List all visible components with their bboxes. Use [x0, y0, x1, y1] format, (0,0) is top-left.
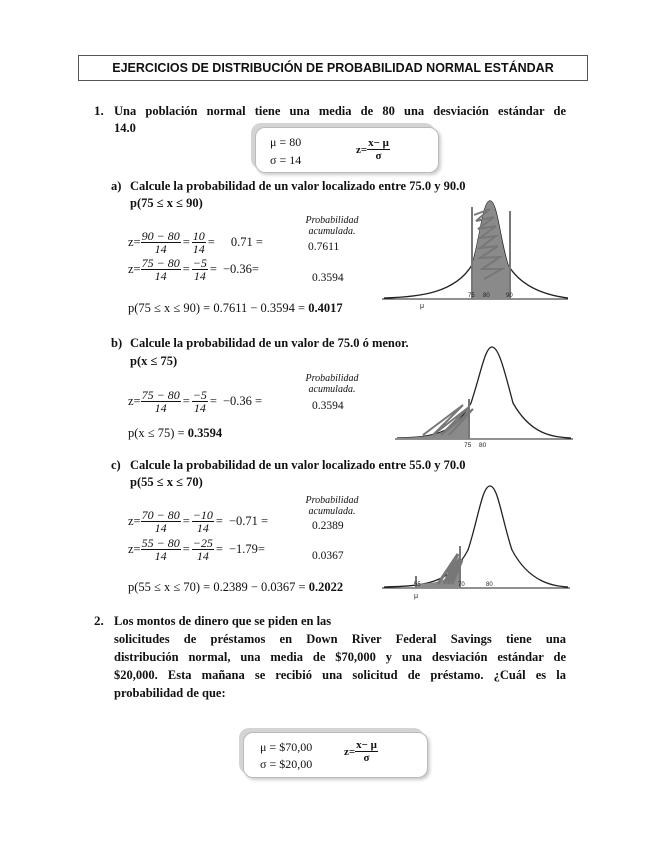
part-b-notation: p(x ≤ 75): [130, 354, 178, 368]
part-a-result: [128, 301, 343, 316]
z-formula-label: z=: [356, 143, 368, 156]
z-formula-numerator: x− μ: [368, 137, 389, 149]
z-formula-denominator: σ: [375, 150, 382, 162]
tick-label-75: 75: [464, 442, 472, 449]
part-c-notation: p(55 ≤ x ≤ 70): [130, 475, 203, 489]
question-1-number: 1.: [94, 103, 104, 118]
part-b-note: [297, 373, 367, 395]
part-a-equation-2: [128, 257, 259, 282]
part-a-cum-2: 0.3594: [312, 272, 344, 284]
equals-sign: =: [215, 514, 223, 528]
part-b-note-line2: acumulada.: [308, 384, 356, 395]
result-value: 0.3594: [187, 426, 223, 440]
fraction-numerator: 10: [192, 229, 205, 243]
result-value: 0.4017: [308, 301, 343, 315]
part-c-note-line1: Probabilidad: [305, 495, 359, 506]
part-b-equation-1: [128, 389, 262, 414]
result-value: 0.2022: [308, 580, 344, 594]
question-2-line2: solicitudes de préstamos en Down River Federal Savings tiene una: [114, 632, 566, 646]
part-a-note: [297, 215, 367, 237]
equals-sign: =: [182, 514, 190, 528]
part-a-normal-curve: [380, 195, 570, 313]
question-2-line3: distribución normal, una media de $70,000 y una desviación estándar de: [114, 650, 566, 664]
fraction-numerator: 55 − 80: [141, 536, 180, 550]
q2-parameters-box: [243, 732, 428, 778]
fraction-numerator: −5: [192, 256, 207, 270]
part-a-label: a): [111, 179, 122, 193]
mean-value: μ = 80: [270, 135, 302, 149]
z-result: −0.36 =: [222, 394, 263, 408]
equals-sign: =: [182, 394, 190, 408]
equals-sign: =: [207, 235, 215, 249]
mu-label: μ: [420, 303, 425, 310]
question-1-text-line1: Una población normal tiene una media de 80 una desviación estándar de: [114, 104, 566, 118]
tick-label-55: 55: [414, 582, 421, 588]
result-expression: p(55 ≤ x ≤ 70) = 0.2389 − 0.0367 =: [128, 580, 309, 594]
fraction-denominator: 14: [154, 401, 167, 415]
part-a-cum-1: 0.7611: [308, 241, 340, 253]
part-c-result: [128, 580, 343, 595]
part-b-text: Calcule la probabilidad de un valor de 75.0 ó menor.: [130, 336, 409, 350]
z-result: −1.79=: [228, 542, 265, 556]
part-c-cum-1: 0.2389: [312, 520, 344, 532]
z-formula-numerator: x− μ: [356, 739, 377, 751]
fraction-denominator: 14: [154, 242, 167, 256]
part-c-cum-2: 0.0367: [312, 550, 344, 562]
fraction-numerator: 75 − 80: [141, 388, 180, 402]
fraction-denominator: 14: [154, 549, 167, 563]
fraction-denominator: 14: [192, 242, 205, 256]
z-label: z=: [128, 542, 141, 556]
fraction-numerator: 90 − 80: [141, 229, 180, 243]
part-a-note-line2: acumulada.: [308, 226, 356, 237]
result-expression: p(x ≤ 75) =: [128, 426, 188, 440]
z-result: −0.36=: [222, 262, 259, 276]
equals-sign: =: [215, 542, 223, 556]
equals-sign: =: [182, 262, 190, 276]
q1-parameters-box: [255, 127, 439, 173]
fraction-numerator: −25: [192, 536, 213, 550]
page-title: EJERCICIOS DE DISTRIBUCIÓN DE PROBABILIDAD NORMAL ESTÁNDAR: [78, 55, 588, 81]
fraction-numerator: −10: [192, 508, 213, 522]
part-b-normal-curve: [393, 343, 575, 451]
question-1-text-line2: 14.0: [114, 121, 136, 135]
part-a-equation-1: [128, 230, 263, 255]
z-result: −0.71 =: [228, 514, 269, 528]
fraction-denominator: 14: [196, 549, 209, 563]
z-result: 0.71 =: [230, 235, 263, 249]
part-a-note-line1: Probabilidad: [305, 215, 359, 226]
z-formula: [356, 137, 390, 162]
part-c-text: Calcule la probabilidad de un valor localizado entre 55.0 y 70.0: [130, 458, 466, 472]
z-formula-denominator: σ: [363, 752, 370, 764]
z-label: z=: [128, 514, 141, 528]
part-c-equation-1: [128, 509, 268, 534]
bell-curve: [384, 486, 568, 587]
part-c-note: [297, 495, 367, 517]
fraction-denominator: 14: [154, 269, 167, 283]
z-label: z=: [128, 262, 141, 276]
part-a-notation: p(75 ≤ x ≤ 90): [130, 196, 203, 210]
part-c-normal-curve: [380, 480, 572, 602]
std-dev-value: σ = $20,00: [260, 757, 313, 771]
std-dev-value: σ = 14: [270, 153, 302, 167]
part-c-label: c): [111, 458, 121, 472]
fraction-numerator: 75 − 80: [141, 256, 180, 270]
question-2-line1: Los montos de dinero que se piden en las: [114, 614, 332, 628]
fraction-denominator: 14: [154, 521, 167, 535]
part-b-result: [128, 426, 222, 441]
part-c-equation-2: [128, 537, 265, 562]
question-2-number: 2.: [94, 613, 104, 628]
part-b-label: b): [111, 336, 123, 350]
tick-label-75: 75: [468, 293, 475, 299]
z-formula: [344, 739, 378, 764]
equals-sign: =: [182, 235, 190, 249]
fraction-denominator: 14: [193, 269, 206, 283]
z-label: z=: [128, 235, 141, 249]
mu-label: μ: [414, 593, 419, 600]
z-formula-label: z=: [344, 745, 356, 758]
fraction-denominator: 14: [196, 521, 209, 535]
tick-label-80: 80: [479, 442, 487, 449]
tick-label-80: 80: [486, 582, 493, 588]
result-expression: p(75 ≤ x ≤ 90) = 0.7611 − 0.3594 =: [128, 301, 309, 315]
part-b-cum-1: 0.3594: [312, 400, 344, 412]
fraction-denominator: 14: [193, 401, 206, 415]
fraction-numerator: 70 − 80: [141, 508, 180, 522]
fraction-numerator: −5: [192, 388, 207, 402]
tick-label-80: 80: [483, 293, 490, 299]
equals-sign: =: [209, 262, 217, 276]
equals-sign: =: [209, 394, 217, 408]
tick-label-90: 90: [506, 293, 513, 299]
equals-sign: =: [182, 542, 190, 556]
part-c-note-line2: acumulada.: [308, 506, 356, 517]
bell-curve: [397, 347, 571, 438]
part-b-note-line1: Probabilidad: [305, 373, 359, 384]
question-2-line4: $20,000. Esta mañana se recibió una solicitud de préstamo. ¿Cuál es la: [114, 668, 566, 682]
mean-value: μ = $70,00: [260, 740, 313, 754]
question-2-line5: probabilidad de que:: [114, 686, 226, 700]
part-a-text: Calcule la probabilidad de un valor localizado entre 75.0 y 90.0: [130, 179, 466, 193]
tick-label-70: 70: [458, 582, 465, 588]
z-label: z=: [128, 394, 141, 408]
